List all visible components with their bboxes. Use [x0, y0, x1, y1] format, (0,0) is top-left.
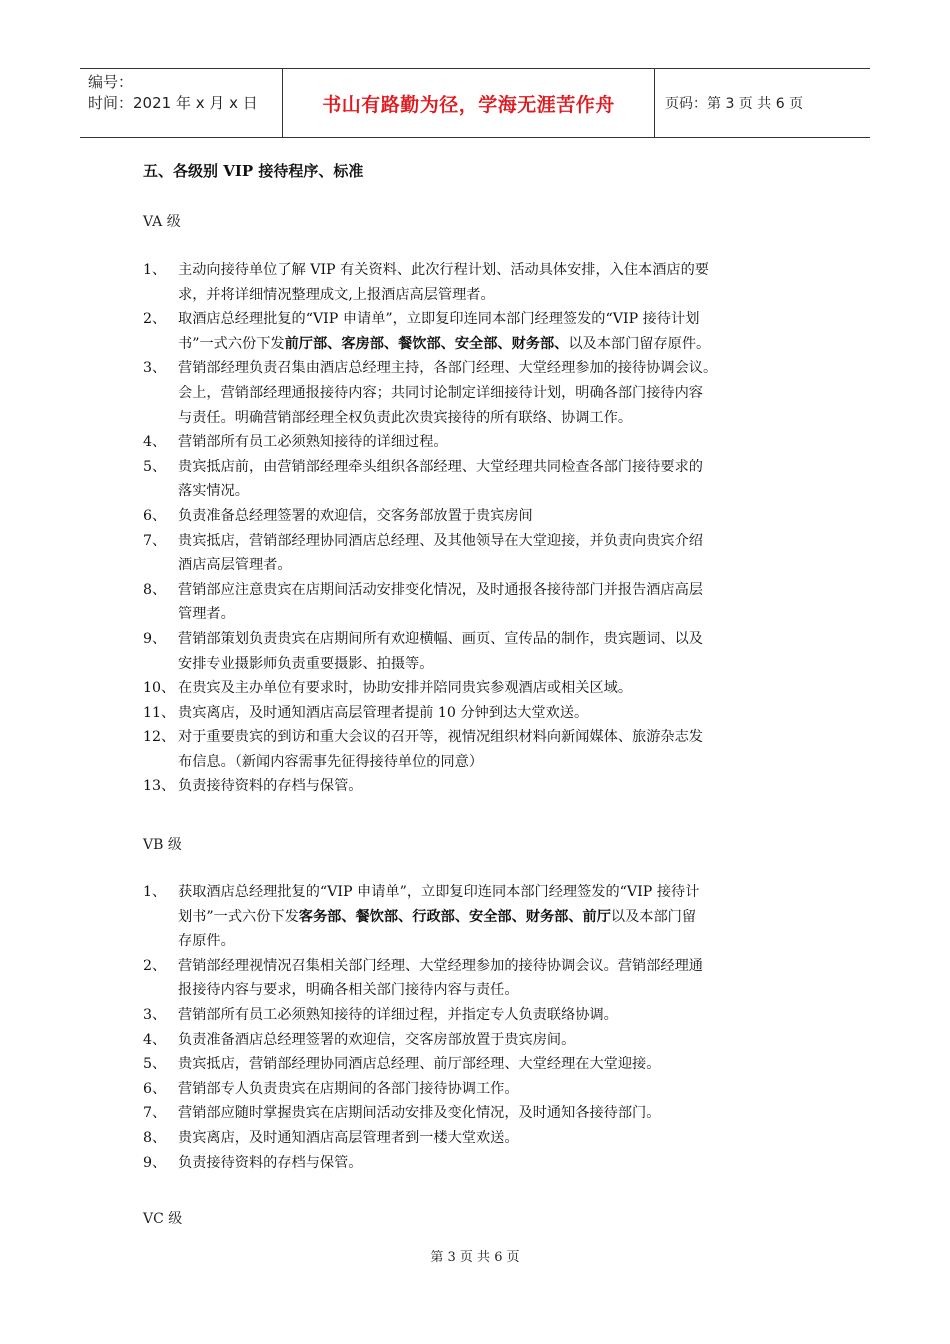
section-title: 五、各级别 VIP 接待程序、标准 — [143, 162, 364, 180]
list-item — [143, 701, 823, 726]
item-text — [178, 529, 823, 578]
header-motto: 书山有路勤为径，学海无涯苦作舟 — [283, 69, 655, 137]
item-number: 5、 — [143, 1056, 167, 1073]
list-item — [143, 954, 823, 1003]
item-line: 落实情况。 — [178, 483, 249, 500]
item-number: 4、 — [143, 434, 167, 451]
item-text — [178, 578, 823, 627]
item-number: 13、 — [143, 778, 176, 795]
item-text — [178, 1003, 823, 1028]
list-item — [143, 430, 823, 455]
department-list-bold: 客务部、餐饮部、行政部、安全部、财务部、前厅 — [298, 908, 611, 925]
list-item — [143, 529, 823, 578]
item-line: 在贵宾及主办单位有要求时，协助安排并陪同贵宾参观酒店或相关区域。 — [178, 680, 633, 697]
item-number: 8、 — [143, 1129, 167, 1146]
list-item — [143, 725, 823, 774]
item-text — [178, 1151, 823, 1176]
item-line: 对于重要贵宾的到访和重大会议的召开等，视情况组织材料向新闻媒体、旅游杂志发 — [178, 729, 703, 746]
item-line: 管理者。 — [178, 606, 235, 623]
item-line: 营销部所有员工必须熟知接待的详细过程，并指定专人负责联络协调。 — [178, 1006, 618, 1023]
item-line: 营销部策划负责贵宾在店期间所有欢迎横幅、画页、宣传品的制作，贵宾题词、以及 — [178, 630, 703, 647]
item-line: 与责任。明确营销部经理全权负责此次贵宾接待的所有联络、协调工作。 — [178, 409, 633, 426]
item-number: 1、 — [143, 884, 167, 900]
list-item — [143, 774, 823, 799]
item-line: 贵宾抵店前，由营销部经理牵头组织各部经理、大堂经理共同检查各部门接待要求的 — [178, 458, 703, 475]
item-number: 10、 — [143, 680, 176, 697]
list-item — [143, 356, 823, 430]
item-text — [178, 455, 823, 504]
item-line: 营销部应随时掌握贵宾在店期间活动安排及变化情况，及时通知各接待部门。 — [178, 1105, 661, 1122]
item-line: 会上，营销部经理通报接待内容；共同讨论制定详细接待计划，明确各部门接待内容 — [178, 384, 703, 401]
item-number: 7、 — [143, 532, 167, 549]
list-item — [143, 676, 823, 701]
document-number-label: 编号： — [88, 73, 134, 91]
list-item — [143, 307, 823, 356]
item-number: 6、 — [143, 507, 167, 524]
item-line: 营销部所有员工必须熟知接待的详细过程。 — [178, 434, 448, 451]
item-line: 求，并将详细情况整理成文,上报酒店高层管理者。 — [178, 286, 495, 303]
item-number: 7、 — [143, 1105, 167, 1122]
list-item — [143, 1151, 823, 1176]
item-number: 3、 — [143, 360, 167, 377]
vb-procedure-list — [143, 880, 823, 1175]
list-item — [143, 1101, 823, 1126]
list-item — [143, 627, 823, 676]
item-text — [178, 1126, 823, 1151]
item-line: 贵宾离店，及时通知酒店高层管理者到一楼大堂欢送。 — [178, 1129, 519, 1146]
item-text — [178, 1101, 823, 1126]
item-line: 负责接待资料的存档与保管。 — [178, 1154, 363, 1171]
list-item — [143, 1003, 823, 1028]
item-line: 获取酒店总经理批复的“VIP 申请单”，立即复印连同本部门经理签发的“VIP 接待计 — [178, 884, 700, 900]
item-text — [178, 1028, 823, 1053]
item-number: 12、 — [143, 729, 176, 746]
item-text — [178, 774, 823, 799]
item-line: 取酒店总经理批复的“VIP 申请单”，立即复印连同本部门经理签发的“VIP 接待计划 — [178, 311, 700, 328]
item-line: 负责准备酒店总经理签署的欢迎信，交客房部放置于贵宾房间。 — [178, 1031, 576, 1048]
item-text — [178, 701, 823, 726]
item-number: 2、 — [143, 957, 167, 974]
item-text — [178, 430, 823, 455]
item-line: 主动向接待单位了解 VIP 有关资料、此次行程计划、活动具体安排，入住本酒店的要 — [178, 262, 709, 278]
item-line: 布信息。（新闻内容需事先征得接待单位的同意） — [178, 753, 484, 770]
page-header — [80, 68, 870, 138]
list-item — [143, 1126, 823, 1151]
document-date-label: 时间：2021 年 x 月 x 日 — [88, 94, 258, 112]
level-vc-heading: VC 级 — [143, 1211, 183, 1227]
item-line: 贵宾抵店，营销部经理协同酒店总经理、及其他领导在大堂迎接，并负责向贵宾介绍 — [178, 532, 703, 549]
item-line: 划书”一式六份下发客务部、餐饮部、行政部、安全部、财务部、前厅以及本部门留 — [178, 908, 697, 925]
item-text — [178, 1077, 823, 1102]
item-line: 贵宾抵店，营销部经理协同酒店总经理、前厅部经理、大堂经理在大堂迎接。 — [178, 1056, 661, 1073]
item-line: 报接待内容与要求，明确各相关部门接待内容与责任。 — [178, 982, 519, 999]
list-item — [143, 880, 823, 954]
level-vb-heading: VB 级 — [143, 837, 182, 853]
item-number: 1、 — [143, 262, 167, 278]
item-line: 营销部应注意贵宾在店期间活动安排变化情况，及时通报各接待部门并报告酒店高层 — [178, 581, 703, 598]
item-line: 负责准备总经理签署的欢迎信，交客务部放置于贵宾房间 — [178, 507, 533, 524]
item-line: 书”一式六份下发前厅部、客房部、餐饮部、安全部、财务部、以及本部门留存原件。 — [178, 335, 711, 352]
item-text — [178, 954, 823, 1003]
list-item — [143, 578, 823, 627]
list-item — [143, 455, 823, 504]
item-text — [178, 676, 823, 701]
item-number: 5、 — [143, 458, 167, 475]
list-item — [143, 1028, 823, 1053]
item-number: 4、 — [143, 1031, 167, 1048]
header-page-number: 页码：第 3 页 共 6 页 — [665, 96, 804, 112]
list-item — [143, 1077, 823, 1102]
list-item — [143, 504, 823, 529]
item-text — [178, 627, 823, 676]
item-line: 营销部专人负责贵宾在店期间的各部门接待协调工作。 — [178, 1080, 519, 1097]
item-text — [178, 504, 823, 529]
item-text — [178, 1052, 823, 1077]
header-info — [80, 69, 283, 137]
item-number: 9、 — [143, 630, 167, 647]
item-number: 6、 — [143, 1080, 167, 1097]
item-text — [178, 307, 823, 356]
level-va-heading: VA 级 — [143, 214, 181, 230]
item-text — [178, 725, 823, 774]
item-number: 2、 — [143, 311, 167, 328]
item-line: 酒店高层管理者。 — [178, 557, 292, 574]
list-item — [143, 1052, 823, 1077]
item-text — [178, 356, 823, 430]
item-number: 8、 — [143, 581, 167, 598]
item-number: 3、 — [143, 1006, 167, 1023]
department-list-bold: 前厅部、客房部、餐饮部、安全部、财务部、 — [284, 335, 569, 352]
va-procedure-list — [143, 258, 823, 799]
item-text — [178, 880, 823, 954]
item-number: 11、 — [143, 704, 176, 721]
item-line: 安排专业摄影师负责重要摄影、拍摄等。 — [178, 655, 434, 672]
item-line: 贵宾离店，及时通知酒店高层管理者提前 10 分钟到达大堂欢送。 — [178, 704, 589, 721]
item-line: 负责接待资料的存档与保管。 — [178, 778, 363, 795]
item-line: 存原件。 — [178, 933, 235, 950]
item-line: 营销部经理视情况召集相关部门经理、大堂经理参加的接待协调会议。营销部经理通 — [178, 957, 703, 974]
page-footer: 第 3 页 共 6 页 — [430, 1250, 520, 1265]
item-number: 9、 — [143, 1154, 167, 1171]
item-text — [178, 258, 823, 307]
list-item — [143, 258, 823, 307]
item-line: 营销部经理负责召集由酒店总经理主持，各部门经理、大堂经理参加的接待协调会议。 — [178, 360, 718, 377]
